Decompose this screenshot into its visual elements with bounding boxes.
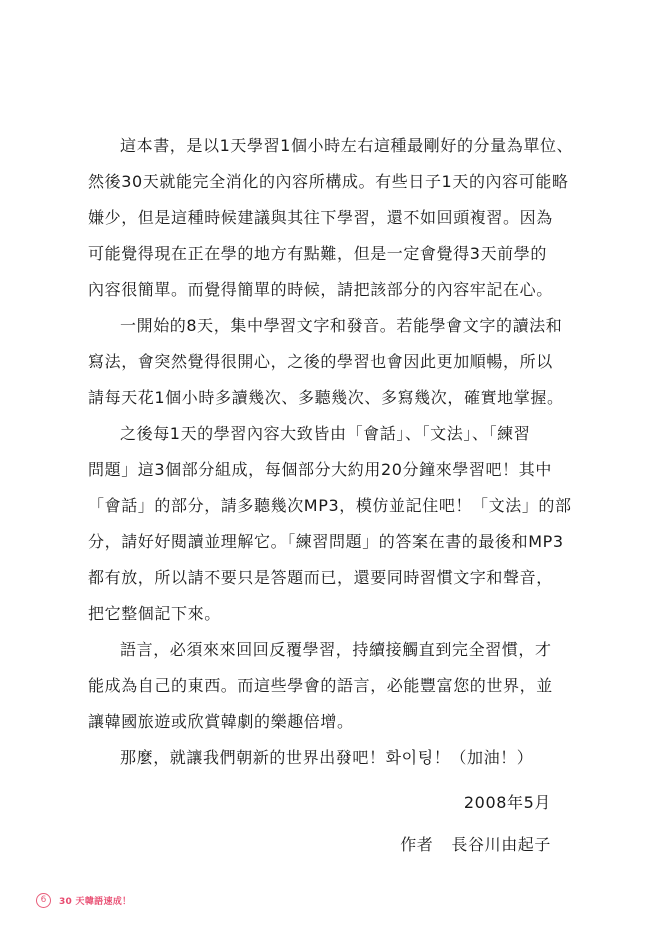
text-line: 那麼，就讓我們朝新的世界出發吧！화이팅！（加油！） [120, 748, 534, 767]
text-line: 然後30天就能完全消化的內容所構成。有些日子1天的內容可能略 [88, 172, 569, 191]
text-line: 讓韓國旅遊或欣賞韓劇的樂趣倍增。 [88, 712, 354, 731]
preface-body [88, 128, 574, 776]
author-name: 長谷川由起子 [451, 835, 551, 854]
text-line: 分，請好好閱讀並理解它。「練習問題」的答案在書的最後和MP3 [88, 532, 564, 551]
signature-date: 2008年5月 [463, 793, 551, 812]
text-line: 問題」這3個部分組成，每個部分大約用20分鐘來學習吧！其中 [88, 460, 552, 479]
paragraph [88, 308, 564, 416]
text-line: 都有放，所以請不要只是答題而已，還要同時習慣文字和聲音， [88, 568, 553, 587]
text-line: 嫌少，但是這種時候建議與其往下學習，還不如回頭複習。因為 [88, 208, 553, 227]
text-line: 這本書，是以1天學習1個小時左右這種最剛好的分量為單位、 [120, 136, 574, 155]
paragraph [88, 632, 553, 740]
text-line: 可能覺得現在正在學的地方有點難，但是一定會覺得3天前學的 [88, 244, 547, 263]
paragraph [88, 740, 548, 776]
text-line: 內容很簡單。而覺得簡單的時候，請把該部分的內容牢記在心。 [88, 280, 553, 299]
text-line: 能成為自己的東西。而這些學會的語言，必能豐富您的世界，並 [88, 676, 553, 695]
paragraph [88, 416, 572, 632]
text-line: 請每天花1個小時多讀幾次、多聽幾次、多寫幾次，確實地掌握。 [88, 388, 564, 407]
page-number-badge [36, 893, 51, 908]
page-footer [36, 888, 131, 912]
text-line: 把它整個記下來。 [88, 604, 221, 623]
text-line: 語言，必須來來回回反覆學習，持續接觸直到完全習慣，才 [120, 640, 552, 659]
signature-author [400, 832, 551, 855]
paragraph [88, 128, 574, 308]
text-line: 「會話」的部分，請多聽幾次MP3，模仿並記住吧！「文法」的部 [88, 496, 572, 515]
page-number: 6 [40, 895, 47, 905]
text-line: 寫法，會突然覺得很開心，之後的學習也會因此更加順暢，所以 [88, 352, 553, 371]
text-line: 之後每1天的學習內容大致皆由「會話」、「文法」、「練習 [120, 424, 531, 443]
author-label: 作者 [400, 835, 434, 854]
text-line: 一開始的8天，集中學習文字和發音。若能學會文字的讀法和 [120, 316, 563, 335]
book-title: 30 天韓語速成！ [59, 896, 132, 907]
